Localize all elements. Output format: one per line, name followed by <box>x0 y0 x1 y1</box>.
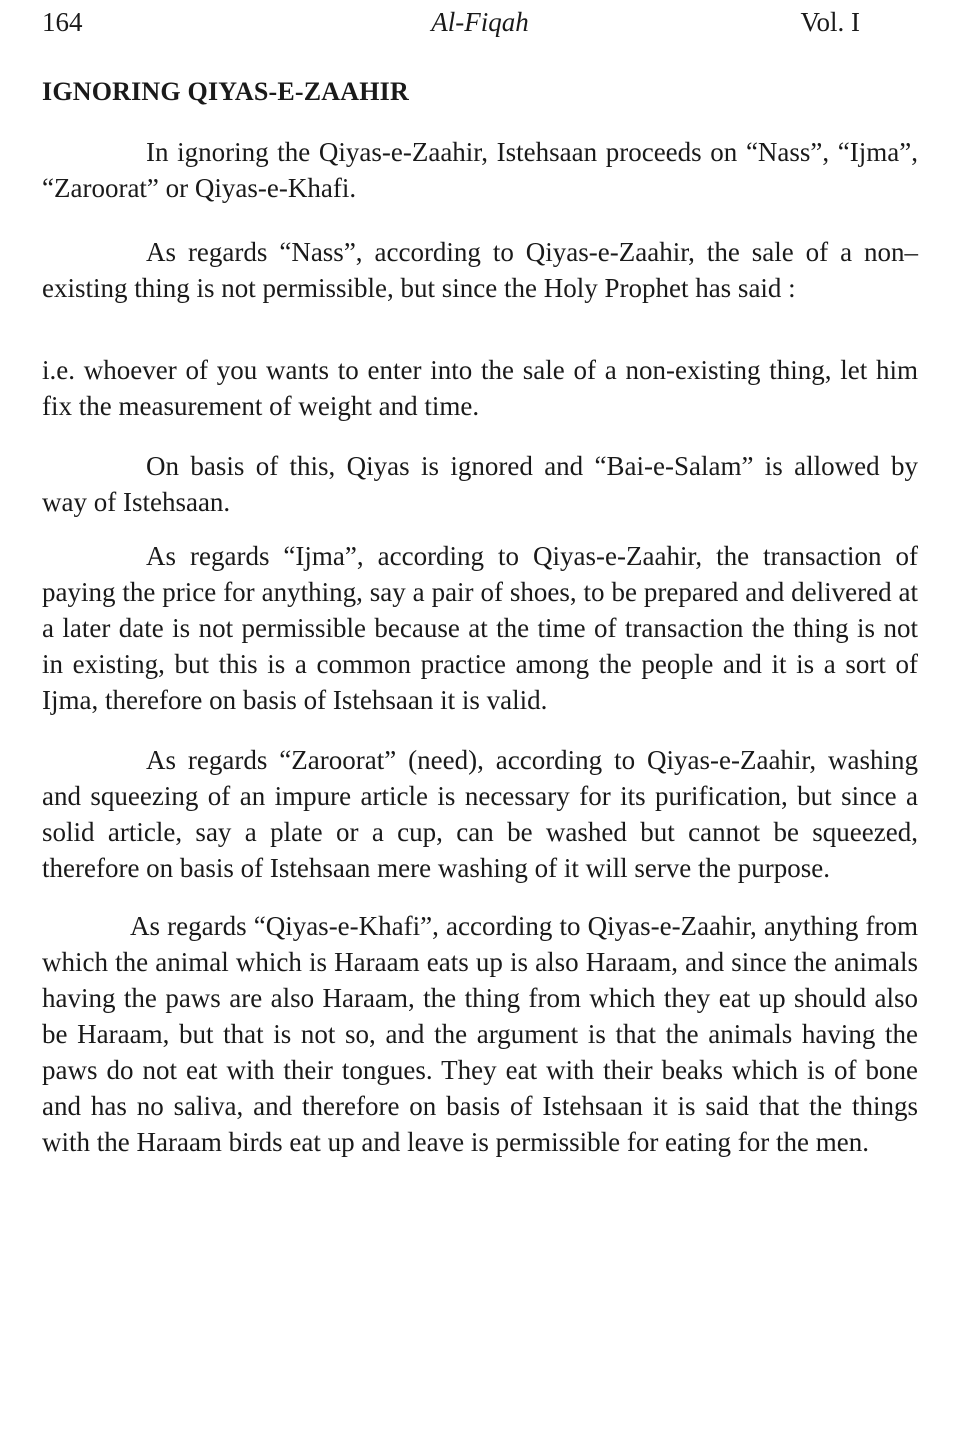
paragraph-bai-e-salam: On basis of this, Qiyas is ignored and “Bai-e-Salam” is allowed by way of Istehsaan. <box>42 451 918 517</box>
section-heading: IGNORING QIYAS-E-ZAAHIR <box>42 77 409 106</box>
book-page <box>42 0 918 1160</box>
paragraph-qiyas-e-khafi: As regards “Qiyas-e-Khafi”, according to Qiyas-e-Zaahir, anything from which the animal which is Haraam eats up is also Haraam, and since the animals having the paws are also Haraam, the thing from which they eat up should also be Haraam, but that is not so, and the argument is that the animals having the paws do not eat with their tongues. They eat with their beaks which is of bone and has no saliva, and therefore on basis of Istehsaan it is said that the things with the Haraam birds eat up and leave is permissible for eating for the men. <box>42 911 918 1157</box>
paragraph-nass: As regards “Nass”, according to Qiyas-e-Zaahir, the sale of a non–existing thing is not permissible, but since the Holy Prophet has said : <box>42 237 918 303</box>
paragraph-intro: In ignoring the Qiyas-e-Zaahir, Istehsaan proceeds on “Nass”, “Ijma”, “Zaroorat” or Qiyas-e-Khafi. <box>42 137 918 203</box>
page-number: 164 <box>42 7 83 37</box>
volume-label: Vol. I <box>800 7 860 37</box>
book-title: Al-Fiqah <box>431 7 529 37</box>
paragraph-ijma: As regards “Ijma”, according to Qiyas-e-Zaahir, the transaction of paying the price for anything, say a pair of shoes, to be prepared and delivered at a later date is not permissible because at the time of transaction the thing is not in existing, but this is a common practice among the people and it is a sort of Ijma, therefore on basis of Istehsaan it is valid. <box>42 541 918 715</box>
paragraph-zaroorat: As regards “Zaroorat” (need), according to Qiyas-e-Zaahir, washing and squeezing of an impure article is necessary for its purification, but since a solid article, say a plate or a cup, can be washed but cannot be squeezed, therefore on basis of Istehsaan mere washing of it will serve the purpose. <box>42 745 918 883</box>
running-header <box>42 0 918 44</box>
paragraph-translation: i.e. whoever of you wants to enter into the sale of a non-existing thing, let him fix the measurement of weight and time. <box>42 355 918 421</box>
